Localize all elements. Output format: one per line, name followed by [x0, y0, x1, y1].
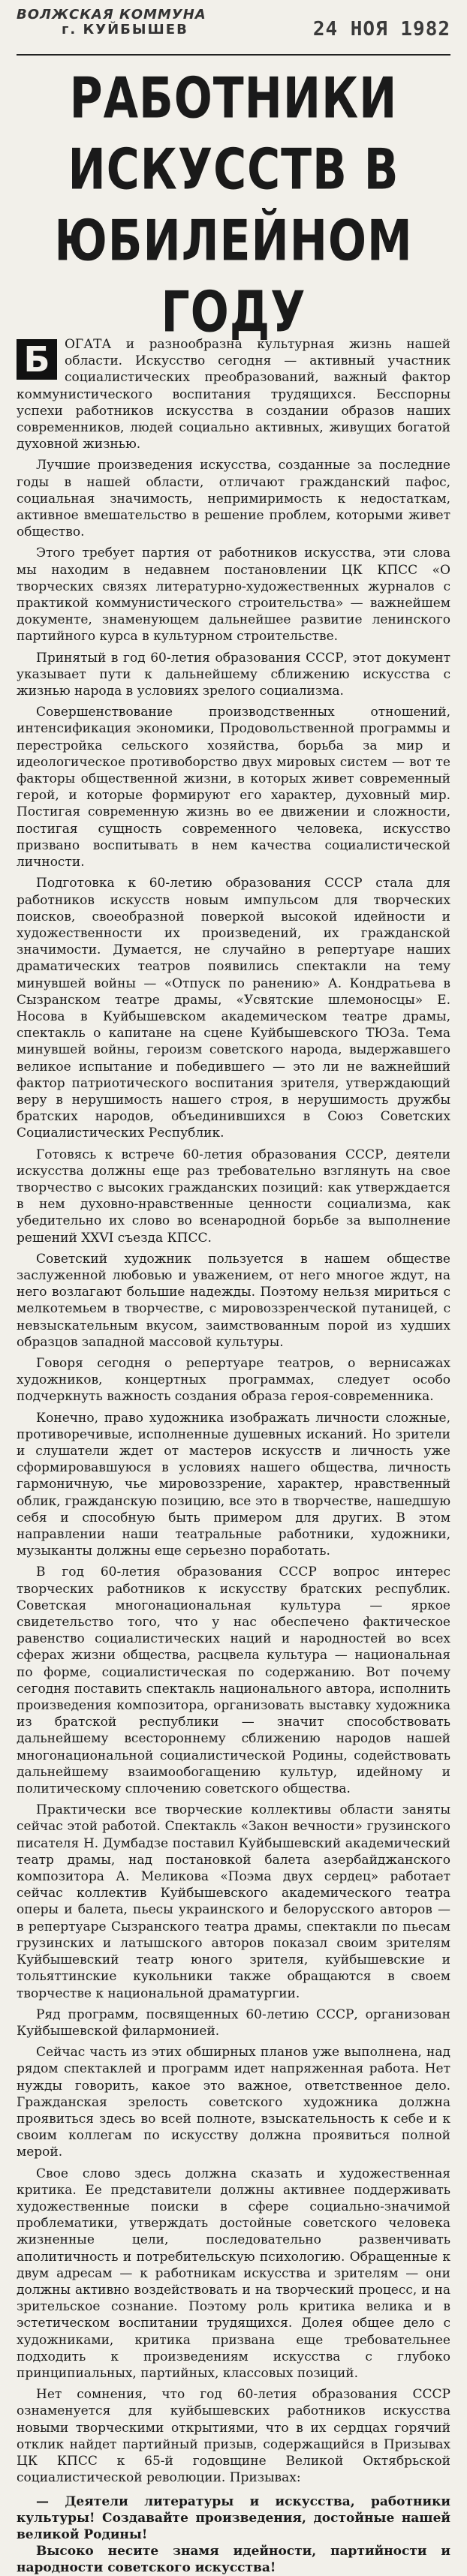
article-paragraph: Говоря сегодня о репертуаре театров, о вернисажах художников, концертных программах, следует особо подчеркнуть важность создания образа героя-современника.: [17, 1355, 450, 1405]
article-paragraph: Принятый в год 60-летия образования СССР, этот документ указывает пути к дальнейшему сближению искусства с жизнью народа в условиях зрелого социализма.: [17, 650, 450, 699]
article-paragraph: В год 60-летия образования СССР вопрос интерес творческих работников к искусству братских республик. Советская многонациональная культура — яркое свидетельство того, что у нас обеспечено фактическое равенство социалистических наций и народностей во всех сферах жизни общества, расцвела культура — национальная по форме, социалистическая по содержанию. Вот почему сегодня поставить спектакль национального автора, исполнить произведения композитора, организовать выставку художника из братской республики — значит способствовать дальнейшему всестороннему сближению народов нашей многонациональной социалистической Родины, содействовать дальнейшему взаимообогащению культур, идейному и политическому сплочению советского общества.: [17, 1565, 450, 1797]
article-paragraph: Ряд программ, посвященных 60-летию СССР, организован Куйбышевской филармонией.: [17, 2006, 450, 2039]
article-paragraph: Свое слово здесь должна сказать и художественная критика. Ее представители должны активнее поддерживать художественные поиски в сфере социально-значимой проблематики, утверждать достойные советского человека жизненные цели, последовательно развенчивать аполитичность и потребительскую психологию. Обращенные к двум адресам — к работникам искусства и зрителям — они должны активно воздействовать и на творческий процесс, и на зрительское сознание. Поэтому роль критика велика и в эстетическом воспитании трудящихся. Долея общее дело с художниками, критика призвана еще требовательнее подходить к произведениям искусства с глубоко принципиальных, партийных, классовых позиций.: [17, 2166, 450, 2381]
header-rule: [17, 54, 450, 56]
closing-slogans: [17, 2493, 450, 2576]
article-paragraph: Нет сомнения, что год 60-летия образования СССР ознаменуется для куйбышевских работников искусства новыми творческими открытиями, что в их сердцах горячий отклик найдет партийный призыв, содержащийся в Призывах ЦК КПСС к 65-й годовщине Великой Октябрьской социалистической революции. Призывах:: [17, 2387, 450, 2486]
newspaper-name: ВОЛЖСКАЯ КОММУНА: [17, 7, 206, 23]
article-body: [17, 336, 450, 2486]
article-paragraph: Конечно, право художника изображать личности сложные, противоречивые, исполненные душевных исканий. Но зрители и слушатели ждет от мастеров искусств и личность уже сформировавшуюся в условиях нашего общества, личность гармоничную, чье мировоззрение, характер, нравственный облик, гражданскую позицию, все это в творчестве, нашедшую себя и способную быть примером для других. В этом направлении наши театральные работники, художники, музыканты должны еще серьезно поработать.: [17, 1410, 450, 1559]
slogan-line: — Деятели литературы и искусства, работники культуры! Создавайте произведения, достойные нашей великой Родины!: [17, 2494, 450, 2543]
drop-cap: Б: [17, 339, 57, 380]
lead-paragraph: [17, 336, 450, 452]
masthead: [17, 8, 450, 50]
slogan-line: Высоко несите знамя идейности, партийности и народности советского искусства!: [17, 2544, 450, 2576]
article-paragraph: Готовясь к встрече 60-летия образования СССР, деятели искусства должны еще раз требовательно взглянуть на свое творчество с высоких гражданских позиций: как утверждается в нем духовно-нравственные ценности социализма, как убедительно их слово во всенародной борьбе за выполнение решений XXVI съезда КПСС.: [17, 1147, 450, 1246]
article-paragraph: Совершенствование производственных отношений, интенсификация экономики, Продовольственной программы и перестройка сельского хозяйства, борьба за мир и идеологическое противоборство двух мировых систем — вот те факторы общественной жизни, в которых живет современный герой, и которые формируют его характер, духовный мир. Постигая современную жизнь во ее движении и сложности, постигая сущность современного человека, искусство призвано воспитывать в нем качества социалистической личности.: [17, 705, 450, 870]
article-paragraph: Сейчас часть из этих обширных планов уже выполнена, над рядом спектаклей и программ идет напряженная работа. Нет нужды говорить, какое это важное, ответственное дело. Гражданская зрелость советского художника должна проявиться здесь во всей полноте, взыскательность к себе и к своим коллегам по искусству должна проявиться полной мерой.: [17, 2045, 450, 2160]
article-paragraph: Подготовка к 60-летию образования СССР стала для работников искусств новым импульсом для творческих поисков, своеобразной поверкой высокой идейности и художественности их произведений, их гражданской значимости. Думается, не случайно в репертуаре наших драматических театров появились спектакли на тему минувшей войны — «Отпуск по ранению» А. Кондратьева в Сызранском театре драмы, «Усвятские шлемоносцы» Е. Носова в Куйбышевском академическом театре драмы, спектакль о капитане на сцене Куйбышевского ТЮЗа. Тема минувшей войны, героизм советского народа, выдержавшего великое испытание и победившего — это ли не важнейший фактор патриотического воспитания зрителя, утверждающий веру в нерушимость нашего строя, в нерушимость дружбы братских народов, объединившихся в Союз Советских Социалистических Республик.: [17, 876, 450, 1141]
article-paragraph: Советский художник пользуется в нашем обществе заслуженной любовью и уважением, от него многое ждут, на него возлагают большие надежды. Поэтому нельзя мириться с мелкотемьем в творчестве, с мировоззренческой путаницей, с невзыскательным вкусом, заимствованным порой из худших образцов западной массовой культуры.: [17, 1251, 450, 1350]
article-paragraph: Лучшие произведения искусства, созданные за последние годы в нашей области, отличают гражданский пафос, социальная значимость, непримиримость к недостаткам, активное вмешательство в решение проблем, которыми живет общество.: [17, 458, 450, 540]
date-stamp: 24 НОЯ 1982: [312, 18, 450, 41]
article-paragraph: Этого требует партия от работников искусства, эти слова мы находим в недавнем постановлении ЦК КПСС «О творческих связях литературно-художественных журналов с практикой коммунистического строительства» — важнейшем документе, знаменующем дальнейшее развитие ленинского партийного курса в культурном строительстве.: [17, 546, 450, 645]
lead-text: ОГАТА и разнообразна культурная жизнь нашей области. Искусство сегодня — активный участник социалистических преобразований, важный фактор коммунистического воспитания трудящихся. Бесспорны успехи работников искусства в создании образов наших современников, людей социально активных, живущих богатой духовной жизнью.: [17, 337, 450, 452]
newspaper-stamp: [17, 8, 206, 38]
newspaper-city: г. КУЙБЫШЕВ: [62, 22, 188, 38]
article-paragraph: Практически все творческие коллективы области заняты сейчас этой работой. Спектакль «Закон вечности» грузинского писателя Н. Думбадзе поставил Куйбышевский академический театр драмы, над постановкой балета азербайджанского композитора А. Меликова «Поэма двух сердец» работает сейчас коллектив Куйбышевского академического театра оперы и балета, пьесы украинского и белорусского авторов — в репертуаре Сызранского театра драмы, спектакли по пьесам грузинских и латышского авторов показал своим зрителям Куйбышевский театр юного зрителя, куйбышевские и тольяттинские кукольники также обращаются в своем творчестве к национальной драматургии.: [17, 1802, 450, 2001]
article-headline: РАБОТНИКИ ИСКУССТВ В ЮБИЛЕЙНОМ ГОДУ: [54, 65, 413, 346]
